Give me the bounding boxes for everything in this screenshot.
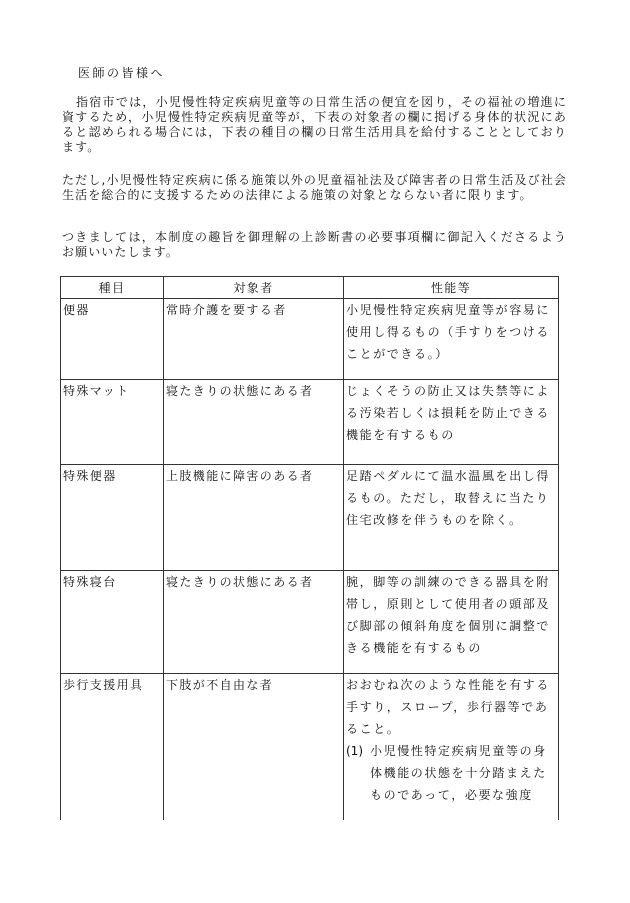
cell-target: 上肢機能に障害のある者	[164, 465, 344, 571]
performance-text: おおむね次のような性能を有する手すり，スロープ，歩行器等であること。	[346, 678, 551, 736]
intro-paragraph: 指宿市では，小児慢性特定疾病児童等の日常生活の便宜を図り，その福祉の増進に資するため，小児慢性特定疾病児童等が，下表の対象者の欄に掲げる身体的状況にあると認められる場合には，下表の種目の欄の日常生活用具を給付することとしております。	[62, 95, 567, 154]
cell-performance	[344, 674, 559, 829]
table-row	[61, 299, 559, 380]
cell-performance: 腕，脚等の訓練のできる器具を附帯し，原則として使用者の頭部及び脚部の傾斜角度を個別に調整できる機能を有するもの	[344, 571, 559, 674]
cell-target: 寝たきりの状態にある者	[164, 380, 344, 465]
cell-performance: 小児慢性特定疾病児童等が容易に使用し得るもの（手すりをつけることができる。）	[344, 299, 559, 380]
request-paragraph: つきましては，本制度の趣旨を御理解の上診断書の必要事項欄に御記入くださるようお願いいたします。	[62, 230, 567, 259]
table-row	[61, 674, 559, 829]
sub-item-text: 小児慢性特定疾病児童等の身体機能の状態を十分踏まえたものであって，必要な強度	[370, 744, 547, 802]
restriction-paragraph: ただし,小児慢性特定疾病に係る施策以外の児童福祉法及び障害者の日常生活及び社会生活を総合的に支援するための法律による施策の対象とならない者に限ります。	[62, 173, 567, 202]
cell-item: 便器	[61, 299, 164, 380]
table-row	[61, 571, 559, 674]
header-target: 対象者	[164, 277, 344, 299]
table-header-row	[61, 277, 559, 299]
cell-item: 特殊便器	[61, 465, 164, 571]
cell-performance: じょくそうの防止又は失禁等による汚染若しくは損耗を防止できる機能を有するもの	[344, 380, 559, 465]
cell-target: 常時介護を要する者	[164, 299, 344, 380]
sub-item	[346, 740, 556, 806]
cell-item: 特殊マット	[61, 380, 164, 465]
greeting: 医師の皆様へ	[78, 66, 166, 80]
cell-performance: 足踏ペダルにて温水温風を出し得るもの。ただし，取替えに当たり住宅改修を伴うものを除く。	[344, 465, 559, 571]
equipment-table	[60, 276, 559, 828]
table-row	[61, 380, 559, 465]
cell-item: 特殊寝台	[61, 571, 164, 674]
sub-item-number: (1)	[346, 744, 363, 758]
cell-target: 下肢が不自由な者	[164, 674, 344, 829]
header-item: 種目	[61, 277, 164, 299]
table-row	[61, 465, 559, 571]
cell-item: 歩行支援用具	[61, 674, 164, 829]
cell-target: 寝たきりの状態にある者	[164, 571, 344, 674]
header-performance: 性能等	[344, 277, 559, 299]
page-bottom-margin	[0, 820, 630, 903]
